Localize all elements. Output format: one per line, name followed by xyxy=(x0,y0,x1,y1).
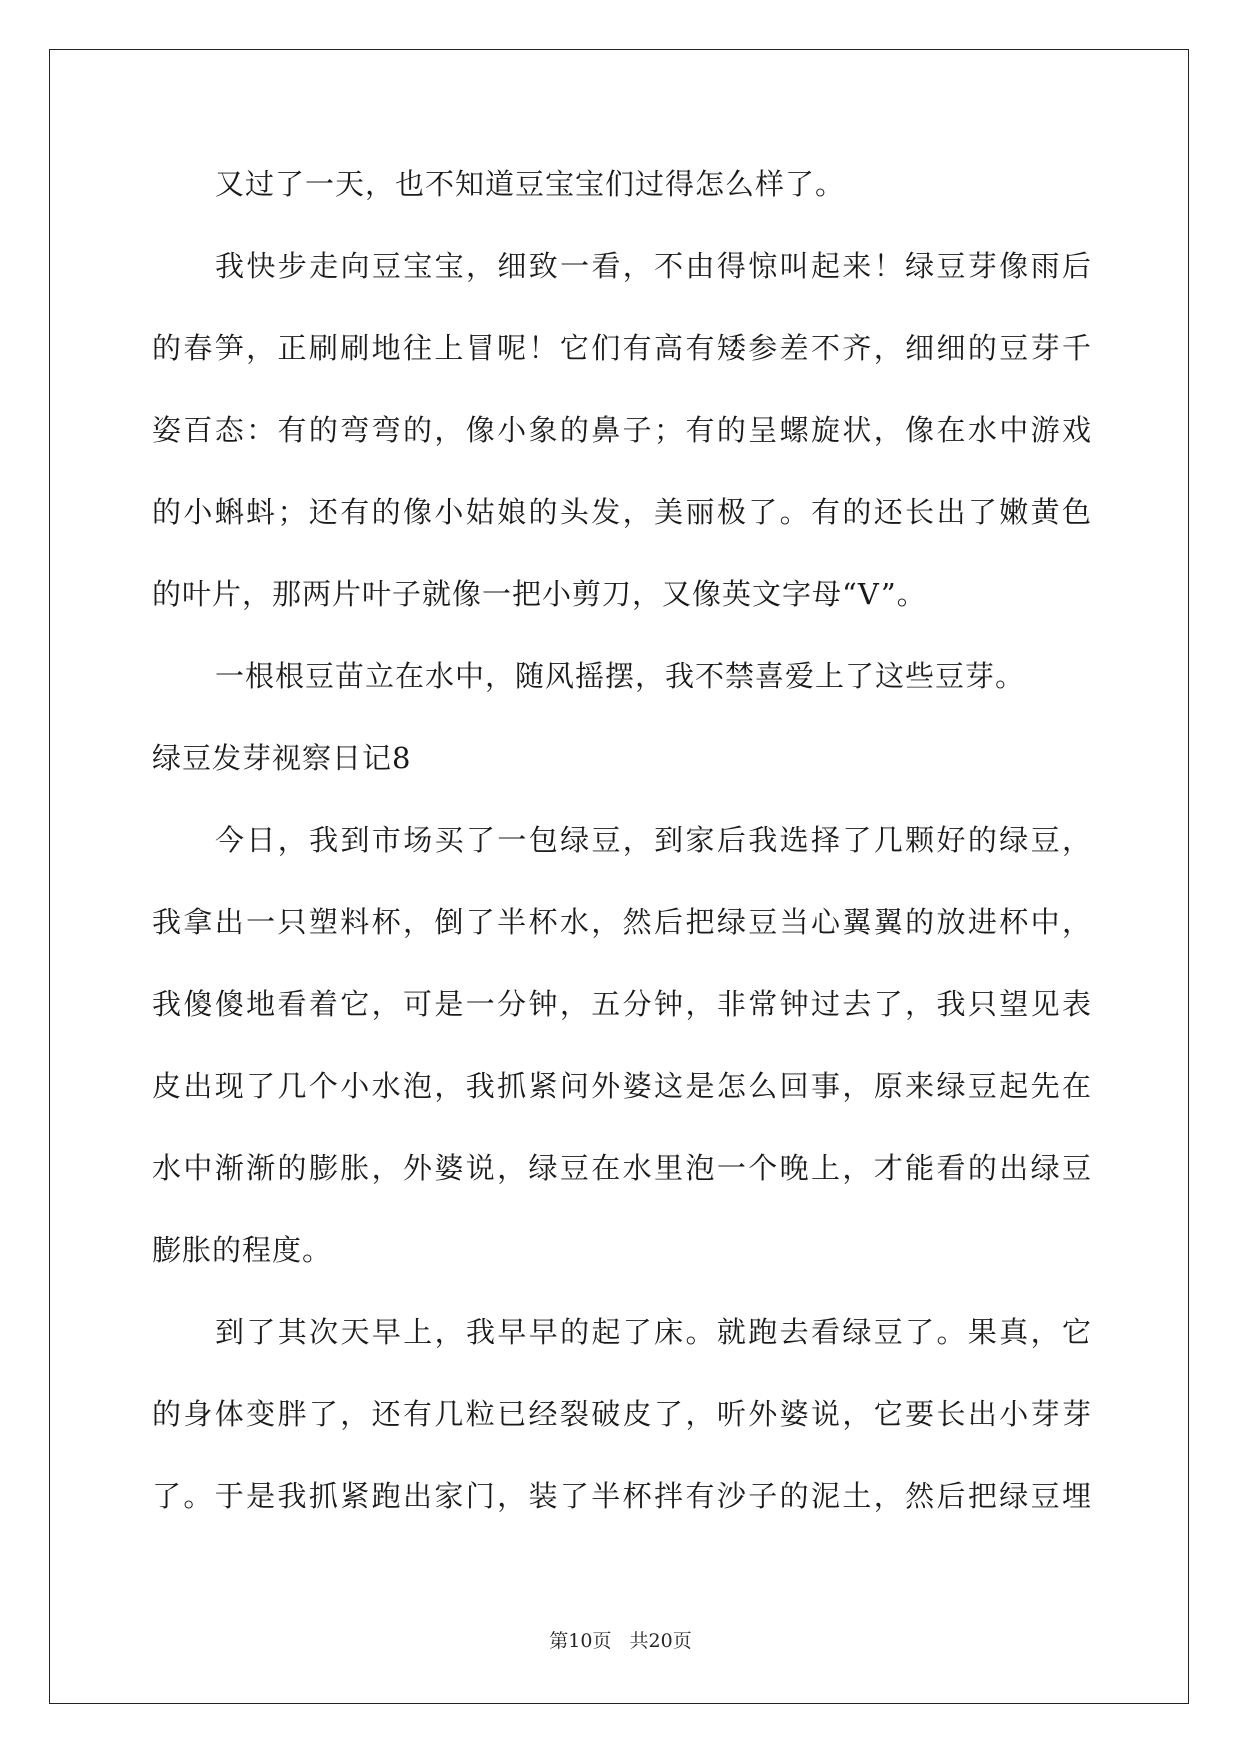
paragraph-line: 姿百态：有的弯弯的，像小象的鼻子；有的呈螺旋状，像在水中游戏 xyxy=(152,413,1092,447)
page-footer xyxy=(0,1626,1241,1653)
paragraph-line: 的小蝌蚪；还有的像小姑娘的头发，美丽极了。有的还长出了嫩黄色 xyxy=(152,495,1092,529)
paragraph-line: 我傻傻地看着它，可是一分钟，五分钟，非常钟过去了，我只望见表 xyxy=(152,987,1092,1021)
paragraph-line: 今日，我到市场买了一包绿豆，到家后我选择了几颗好的绿豆， xyxy=(215,823,1092,857)
paragraph-line: 膨胀的程度。 xyxy=(152,1233,333,1267)
paragraph-line: 我快步走向豆宝宝，细致一看，不由得惊叫起来！绿豆芽像雨后 xyxy=(215,249,1092,283)
document-body xyxy=(152,157,1092,1551)
paragraph-line: 一根根豆苗立在水中，随风摇摆，我不禁喜爱上了这些豆芽。 xyxy=(215,659,1026,693)
page-total: 共20页 xyxy=(629,1630,692,1652)
paragraph-line: 水中渐渐的膨胀，外婆说，绿豆在水里泡一个晚上，才能看的出绿豆 xyxy=(152,1151,1092,1185)
page-number: 第10页 xyxy=(549,1630,612,1652)
paragraph-line: 的身体变胖了，还有几粒已经裂破皮了，听外婆说，它要长出小芽芽 xyxy=(152,1397,1092,1431)
paragraph-line: 的春笋，正刷刷地往上冒呢！它们有高有矮参差不齐，细细的豆芽千 xyxy=(152,331,1092,365)
paragraph-line: 皮出现了几个小水泡，我抓紧问外婆这是怎么回事，原来绿豆起先在 xyxy=(152,1069,1092,1103)
paragraph-line: 了。于是我抓紧跑出家门，装了半杯拌有沙子的泥土，然后把绿豆埋 xyxy=(152,1479,1092,1513)
paragraph-line: 我拿出一只塑料杯，倒了半杯水，然后把绿豆当心翼翼的放进杯中， xyxy=(152,905,1092,939)
paragraph-line: 又过了一天，也不知道豆宝宝们过得怎么样了。 xyxy=(215,167,846,201)
paragraph-line: 的叶片，那两片叶子就像一把小剪刀，又像英文字母“V”。 xyxy=(152,577,927,611)
section-heading: 绿豆发芽视察日记8 xyxy=(152,741,412,775)
paragraph-line: 到了其次天早上，我早早的起了床。就跑去看绿豆了。果真，它 xyxy=(215,1315,1092,1349)
